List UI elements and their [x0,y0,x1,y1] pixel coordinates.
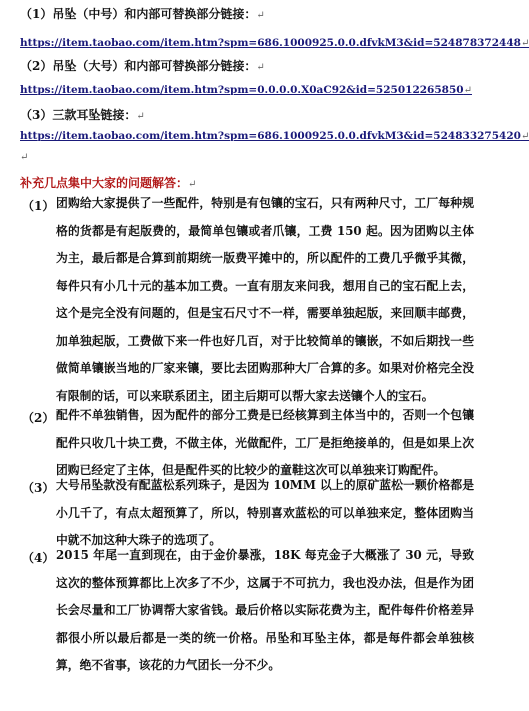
link-3-heading-text: （3）三款耳坠链接： [20,108,137,122]
answer-3-text: 大号吊坠款没有配蓝松系列珠子，是因为 10MM 以上的原矿蓝松一颗价格都是小几千了，有点太超预算了，所以，特别喜欢蓝松的可以单独来定，整体团购当中就不加这种大珠子的选项了。 [56,478,474,547]
return-mark: ↵ [463,85,472,96]
link-2-heading [20,57,265,74]
answer-4-text: 2015 年尾一直到现在，由于金价暴涨，18K 每克金子大概涨了 30 元，导致这次的整体预算都比上次多了不少，这属于不可抗力，我也没办法，但是作为团长会尽量和工厂协调帮大家省钱。最后价格以实际花费为主，配件每件价格差异都很小所以最后都是一类的统一价格。吊坠和耳坠主体，都是每件都会单独核算，绝不省事，该花的力气团长一分不少。 [56,548,474,672]
link-2-url[interactable] [20,84,472,96]
supplement-title [20,174,196,191]
link-3-url[interactable] [20,130,529,142]
link-1-url[interactable] [20,37,529,49]
return-mark: ↵ [520,38,529,49]
answer-1-text: 团购给大家提供了一些配件，特别是有包镶的宝石，只有两种尺寸，工厂每种规格的货都是有起版费的，最简单包镶或者爪镶，工费 150 起。因为团购以主体为主，最后都是合算到前期统一版费平摊中的，所以配件的工费几乎微乎其微，每件只有小几十元的基本加工费。一直有朋友来问我，想用自己的宝石配上去，这个是完全没有问题的，但是宝石尺寸不一样，需要单独起版，来回顺丰邮费，加单独起版，工费做下来一件也好几百，对于比较简单的镶嵌，不如后期找一些做简单镶嵌当地的厂家来镶，要比去团购那种大厂合算的多。如果对价格完全没有限制的话，可以来联系团主，团主后期可以帮大家去送镶个人的宝石。 [56,196,474,403]
link-1-url-text[interactable]: https://item.taobao.com/item.htm?spm=686.1000925.0.0.dfvkM3&id=524878372448 [20,37,521,49]
link-1-heading-text: （1）吊坠（中号）和内部可替换部分链接： [20,7,257,21]
answer-2-text: 配件不单独销售，因为配件的部分工费是已经核算到主体当中的，否则一个包镶配件只收几十块工费，不做主体，光做配件，工厂是拒绝接单的，但是如果上次团购已经定了主体，但是配件买的比较少的童鞋这次可以单独来订购配件。 [56,408,474,477]
answer-1-number: （1） [22,199,55,213]
link-3-heading [20,106,145,123]
return-mark: ↵ [256,10,265,21]
return-mark: ↵ [188,179,197,190]
answer-2-number: （2） [22,411,55,425]
link-2-heading-text: （2）吊坠（大号）和内部可替换部分链接： [20,59,257,73]
link-3-url-text[interactable]: https://item.taobao.com/item.htm?spm=686.1000925.0.0.dfvkM3&id=524833275420 [20,130,521,142]
return-mark: ↵ [520,131,529,142]
link-2-url-text[interactable]: https://item.taobao.com/item.htm?spm=0.0.0.0.X0aC92&id=525012265850 [20,84,464,96]
answer-3-number: （3） [22,481,55,495]
link-1-heading [20,5,265,22]
supplement-title-text: 补充几点集中大家的问题解答： [20,176,189,190]
empty-line-mark: ↵ [20,152,29,163]
return-mark: ↵ [136,111,145,122]
answer-4-number: （4） [22,551,55,565]
return-mark: ↵ [256,62,265,73]
